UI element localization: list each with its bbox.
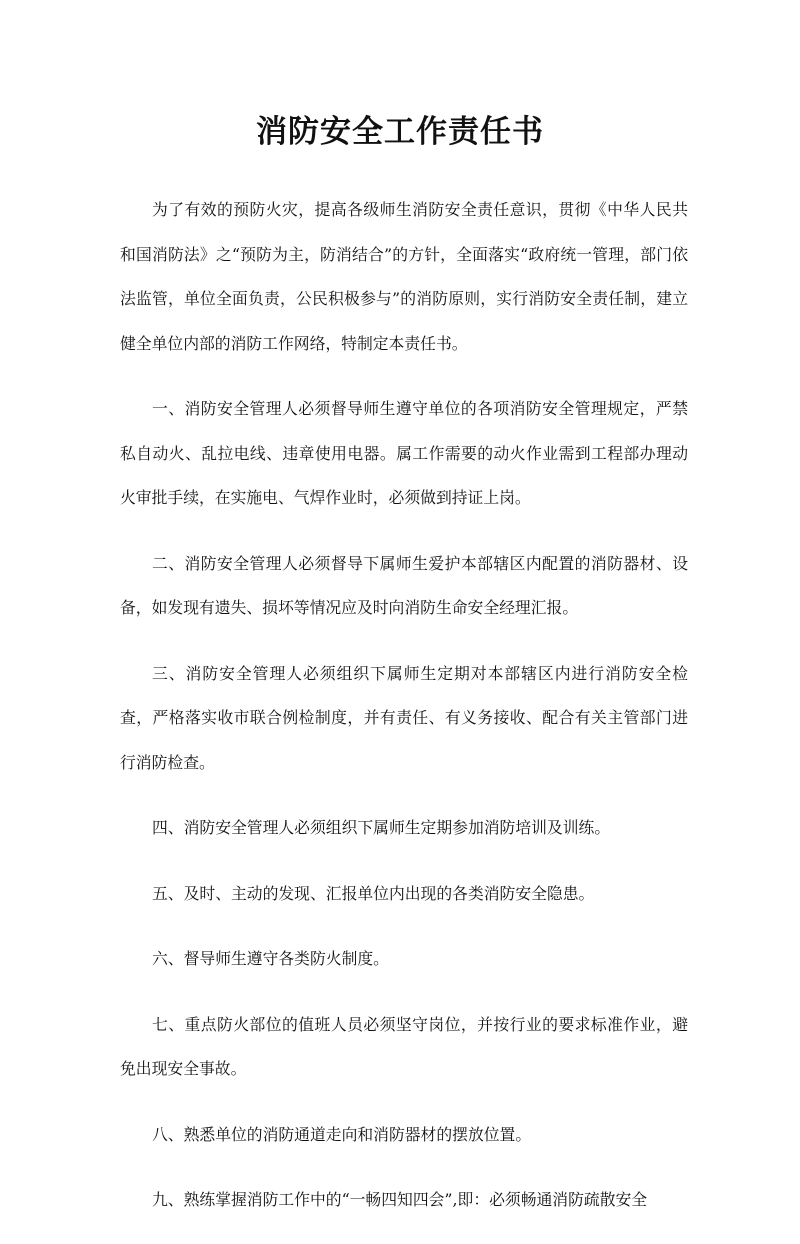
paragraph-item-5: 五、及时、主动的发现、汇报单位内出现的各类消防安全隐患。 [152, 883, 595, 903]
document-title: 消防安全工作责任书 [256, 114, 544, 150]
paragraph-item-4: 四、消防安全管理人必须组织下属师生定期参加消防培训及训练。 [152, 818, 611, 837]
paragraph-item-1: 一、消防安全管理人必须督导师生遵守单位的各项消防安全管理规定，严禁私自动火、乱拉电线、违章使用电器。属工作需要的动火作业需到工程部办理动火审批手续，在实施电、气焊作业时，必须做到持证上岗。 [120, 399, 688, 507]
paragraph-item-6: 六、督导师生遵守各类防火制度。 [152, 949, 389, 968]
paragraph-item-7: 七、重点防火部位的值班人员必须坚守岗位，并按行业的要求标准作业，避免出现安全事故。 [120, 1014, 688, 1078]
paragraph-item-2: 二、消防安全管理人必须督导下属师生爱护本部辖区内配置的消防器材、设备，如发现有遗失、损坏等情况应及时向消防生命安全经理汇报。 [120, 553, 688, 617]
paragraph-item-3: 三、消防安全管理人必须组织下属师生定期对本部辖区内进行消防安全检查，严格落实收市联合例检制度，并有责任、有义务接收、配合有关主管部门进行消防检查。 [120, 663, 688, 772]
document-body [120, 188, 688, 1244]
paragraph-item-9: 九、熟练掌握消防工作中的“一畅四知四会”,即：必须畅通消防疏散安全 [152, 1190, 648, 1209]
paragraph-intro: 为了有效的预防火灾，提高各级师生消防安全责任意识，贯彻《中华人民共和国消防法》之“预防为主，防消结合”的方针，全面落实“政府统一管理，部门依法监管，单位全面负责，公民积极参与”的消防原则，实行消防安全责任制，建立健全单位内部的消防工作网络，特制定本责任书。 [120, 200, 688, 353]
paragraph-item-8: 八、熟悉单位的消防通道走向和消防器材的摆放位置。 [152, 1124, 532, 1144]
